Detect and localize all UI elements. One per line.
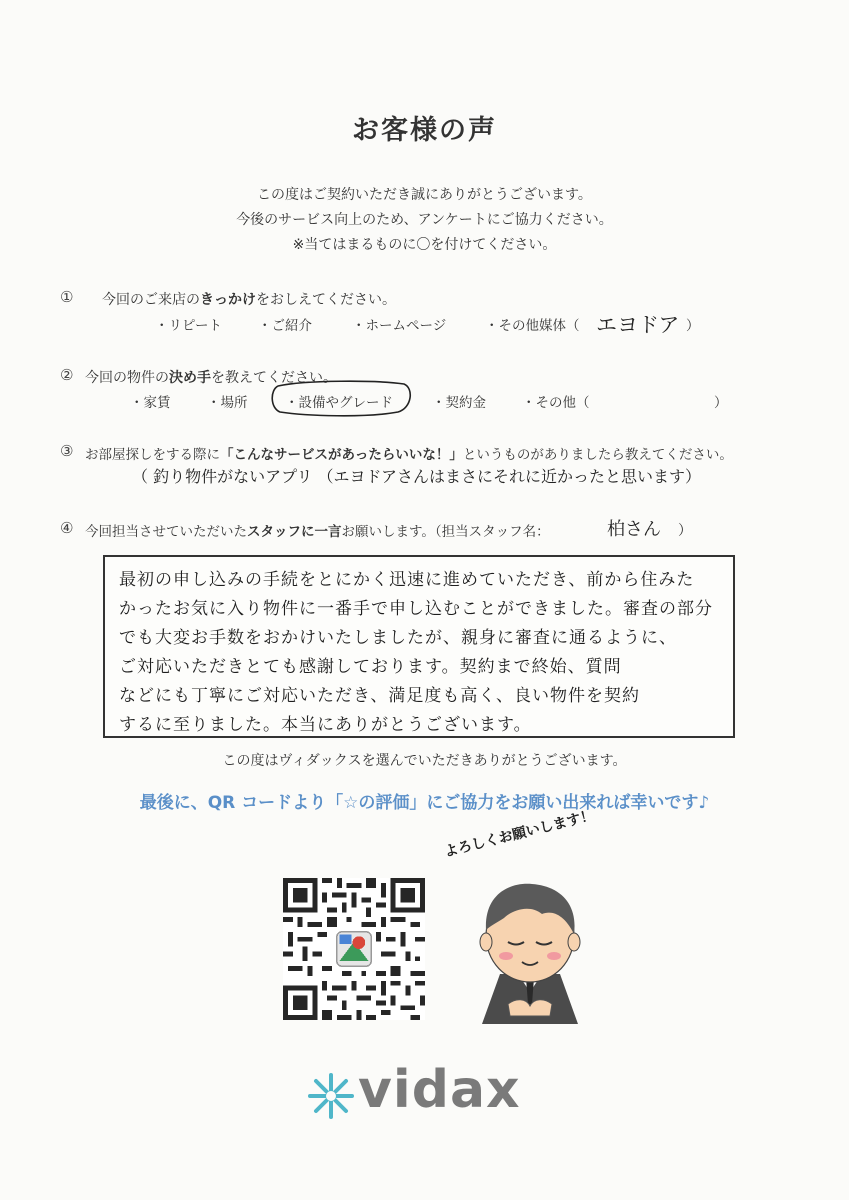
q2-question: 今回の物件の決め手を教えてください。 (85, 370, 337, 386)
mascot-character-icon (460, 864, 600, 1024)
q1-option-repeat[interactable]: ・リピート (155, 318, 222, 334)
vidax-logo-mark-icon (306, 1071, 356, 1121)
q1-question: 今回のご来店のきっかけをおしえてください。 (102, 292, 396, 308)
q1-option-referral[interactable]: ・ご紹介 (258, 318, 312, 334)
q4-number: ④ (60, 519, 74, 537)
q2-option-location[interactable]: ・場所 (207, 395, 248, 411)
qr-code[interactable] (283, 878, 425, 1020)
q2-option-other[interactable]: ・その他（ (522, 395, 590, 411)
q1-option-other-media[interactable]: ・その他媒体（ (485, 318, 580, 334)
intro-line-3: ※当てはまるものに〇を付けてください。 (292, 237, 557, 253)
comment-box (103, 555, 735, 738)
q4-staff-name: 柏さん (607, 519, 661, 540)
comment-line-1: 最初の申し込みの手続をとにかく迅速に進めていただき、前から住みた (119, 570, 695, 590)
comment-line-5: などにも丁寧にご対応いただき、満足度も高く、良い物件を契約 (119, 686, 640, 706)
comment-line-3: でも大変お手数をおかけいたしましたが、親身に審査に通るように、 (119, 628, 677, 648)
vidax-logo: vidax (358, 1060, 521, 1120)
q4-question: 今回担当させていただいたスタッフに一言お願いします。（担当スタッフ名： (85, 524, 550, 540)
q3-handwritten-answer: （ 釣り物件がないアプリ （エヨドアさんはまさにそれに近かったと思います） (132, 467, 702, 486)
comment-line-2: かったお気に入り物件に一番手で申し込むことができました。審査の部分 (119, 599, 713, 619)
q2-option-deposit[interactable]: ・契約金 (432, 395, 486, 411)
q2-option-facilities[interactable]: ・設備やグレード (285, 395, 393, 411)
q2-number: ② (60, 366, 74, 384)
comment-line-4: ご対応いただきとても感謝しております。契約まで終始、質問 (119, 657, 622, 677)
q3-question: お部屋探しをする際に「こんなサービスがあったらいいな！」というものがありましたら教えてください。 (85, 447, 733, 463)
intro-line-2: 今後のサービス向上のため、アンケートにご協力ください。 (236, 212, 613, 228)
comment-line-6: するに至りました。本当にありがとうございます。 (119, 715, 532, 735)
q1-option-homepage[interactable]: ・ホームページ (352, 318, 447, 334)
page-title: お客様の声 (352, 115, 497, 146)
q2-option-rent[interactable]: ・家賃 (130, 395, 171, 411)
mascot-illustration (430, 807, 630, 1024)
review-cta: 最後に、QR コードより「☆の評価」にご協力をお願い出来れば幸いです♪ (139, 793, 710, 813)
q1-handwritten-answer: エヨドア (596, 313, 680, 337)
q3-number: ③ (60, 442, 74, 460)
q4-close-paren: ） (678, 523, 692, 539)
thanks-message: この度はヴィダックスを選んでいただきありがとうございます。 (222, 753, 627, 769)
q2-selection-circle (266, 378, 416, 418)
q2-close-paren: ） (714, 395, 728, 411)
intro-line-1: この度はご契約いただき誠にありがとうございます。 (257, 187, 592, 203)
mascot-caption: よろしくお願いします！ (442, 807, 597, 861)
q1-close-paren: ） (686, 318, 700, 334)
q1-number: ① (60, 288, 74, 306)
